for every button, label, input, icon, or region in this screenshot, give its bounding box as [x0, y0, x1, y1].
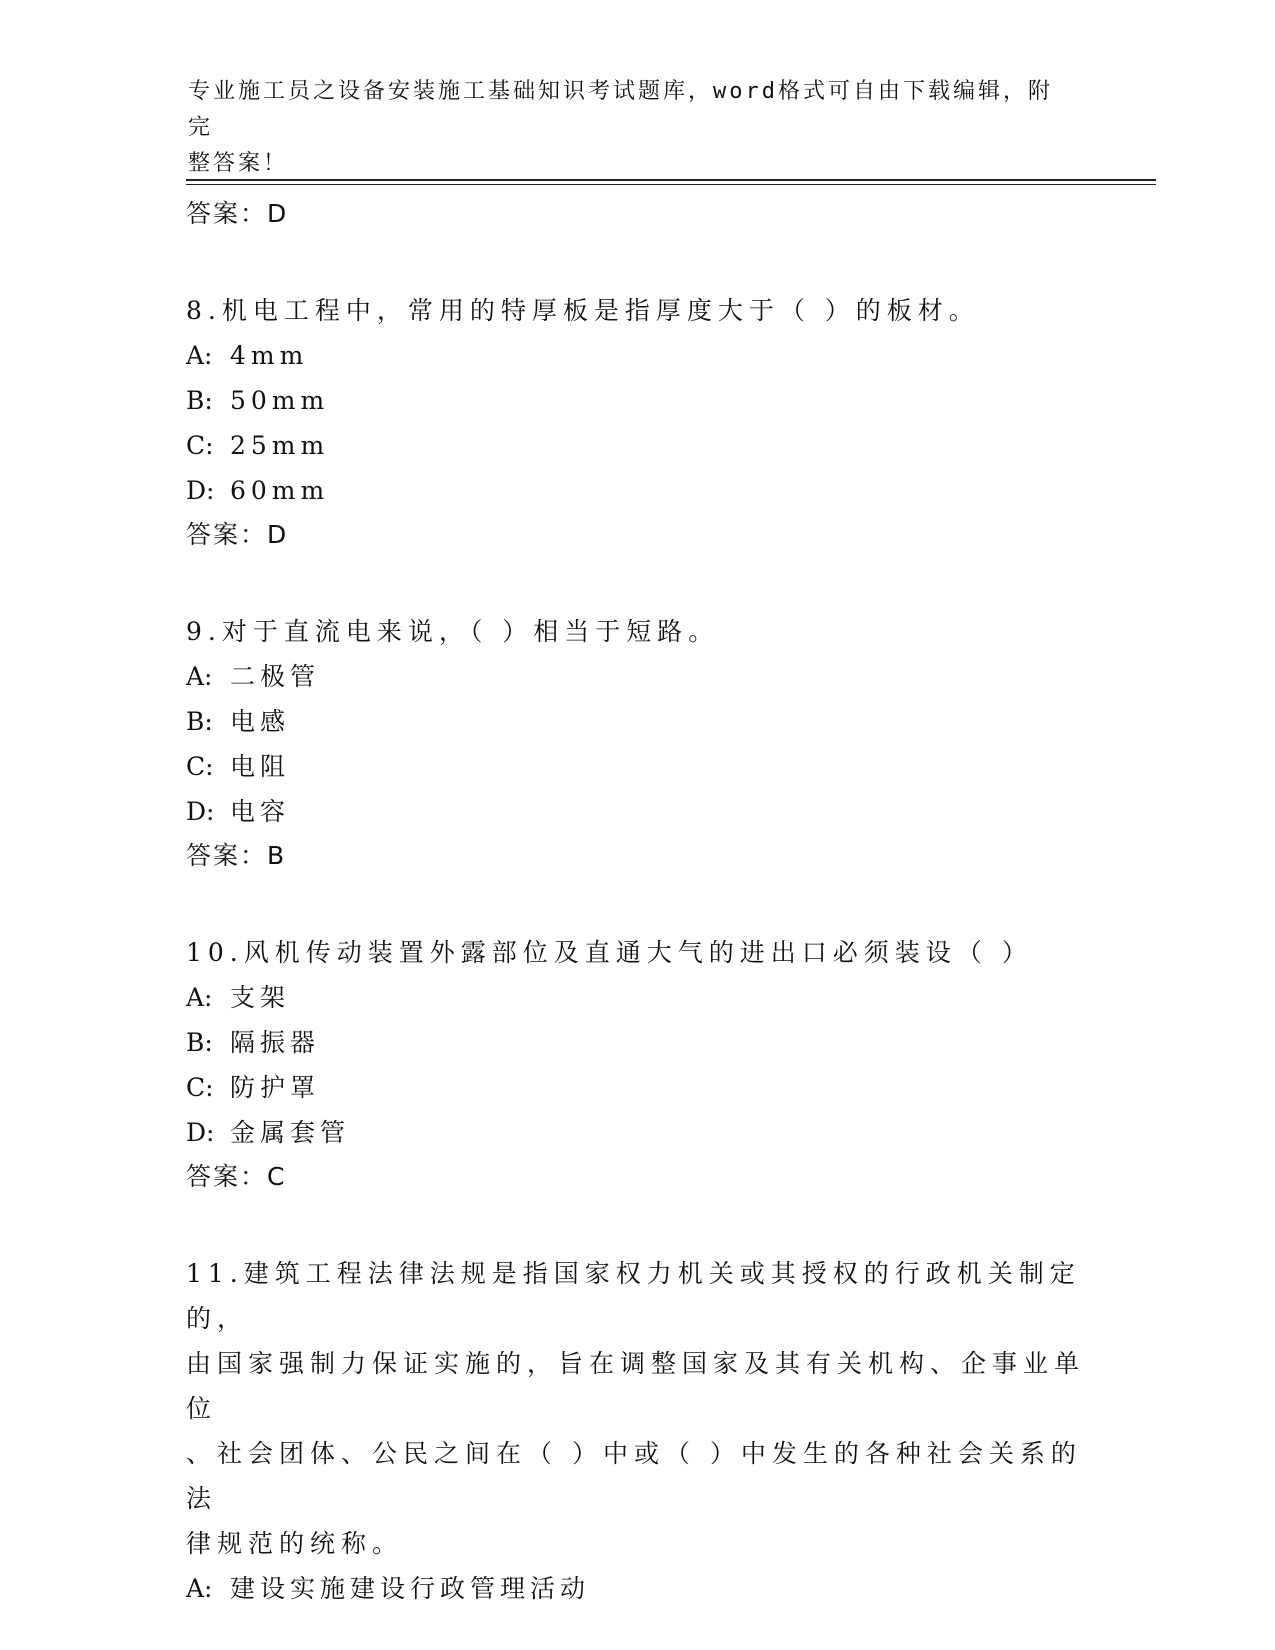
option-text: 电感: [230, 707, 291, 736]
option-key: A:: [186, 1574, 213, 1603]
option-text: 电容: [230, 797, 291, 826]
option-key: B:: [186, 1028, 213, 1057]
option-key: A:: [186, 341, 213, 370]
option-b: [186, 378, 1086, 423]
question-text-line: 律规范的统称。: [186, 1529, 404, 1558]
option-text: 建设实施建设行政管理活动: [230, 1574, 591, 1603]
option-text: 60mm: [230, 476, 330, 505]
option-text: 支架: [230, 983, 291, 1012]
option-key: C:: [186, 752, 214, 781]
answer-line: 答案：C: [186, 1162, 287, 1191]
option-text: 金属套管: [230, 1118, 351, 1147]
previous-answer: 答案：D: [186, 199, 289, 228]
option-text: 25mm: [230, 431, 330, 460]
option-key: D:: [186, 1118, 215, 1147]
option-key: D:: [186, 797, 215, 826]
option-a: [186, 333, 1086, 378]
question-text: 8.机电工程中，常用的特厚板是指厚度大于（ ）的板材。: [186, 296, 980, 325]
question-9: [186, 609, 1086, 878]
question-text: 9.对于直流电来说，（ ）相当于短路。: [186, 617, 720, 646]
option-d: [186, 1110, 1086, 1155]
option-a: [186, 1566, 1086, 1611]
option-key: A:: [186, 662, 213, 691]
option-text: 二极管: [230, 662, 321, 691]
option-c: [186, 1065, 1086, 1110]
page-header: [188, 74, 1068, 182]
answer-line: 答案：B: [186, 841, 287, 870]
question-11: [186, 1251, 1086, 1611]
option-text: 4mm: [230, 341, 309, 370]
question-text: 10.风机传动装置外露部位及直通大气的进出口必须装设（ ）: [186, 938, 1033, 967]
question-10: [186, 930, 1086, 1199]
option-a: [186, 975, 1086, 1020]
option-a: [186, 654, 1086, 699]
option-key: C:: [186, 431, 214, 460]
option-d: [186, 468, 1086, 513]
option-text: 电阻: [230, 752, 291, 781]
header-divider: [186, 179, 1156, 185]
document-body: [186, 190, 1086, 1611]
option-key: B:: [186, 707, 213, 736]
option-b: [186, 699, 1086, 744]
option-text: 隔振器: [230, 1028, 321, 1057]
option-d: [186, 789, 1086, 834]
option-text: 50mm: [230, 386, 330, 415]
question-text-line: 11.建筑工程法律法规是指国家权力机关或其授权的行政机关制定的，: [186, 1259, 1081, 1333]
question-text-line: 、社会团体、公民之间在（ ）中或（ ）中发生的各种社会关系的法: [186, 1439, 1082, 1513]
option-key: C:: [186, 1073, 214, 1102]
question-text-line: 由国家强制力保证实施的，旨在调整国家及其有关机构、企事业单位: [186, 1349, 1086, 1423]
option-key: A:: [186, 983, 213, 1012]
option-key: B:: [186, 386, 213, 415]
option-c: [186, 423, 1086, 468]
question-8: [186, 288, 1086, 557]
option-c: [186, 744, 1086, 789]
header-line-1: 专业施工员之设备安装施工基础知识考试题库，word格式可自由下载编辑，附完: [188, 79, 1053, 140]
option-key: D:: [186, 476, 215, 505]
answer-line: 答案：D: [186, 520, 289, 549]
option-b: [186, 1020, 1086, 1065]
option-text: 防护罩: [230, 1073, 321, 1102]
header-line-2: 整答案！: [188, 151, 289, 176]
